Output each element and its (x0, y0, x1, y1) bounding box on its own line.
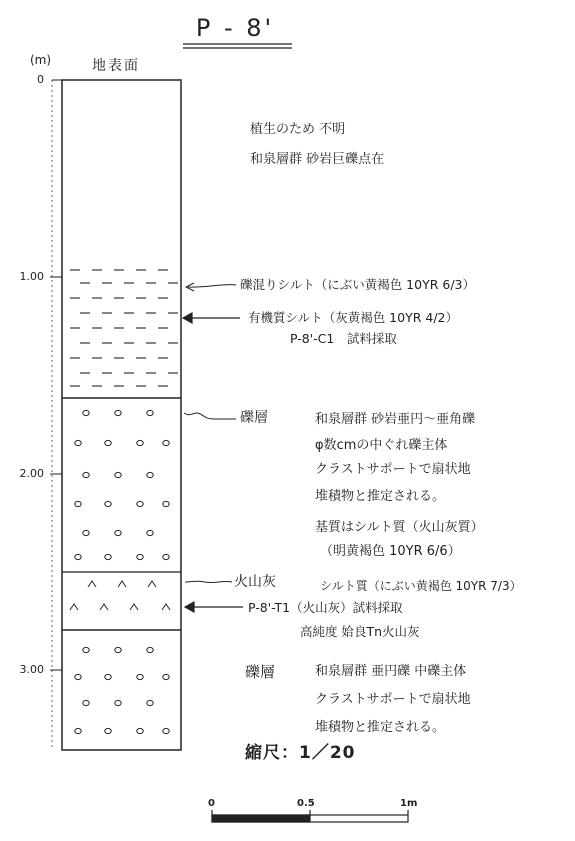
silt-sample-note: P-8'-C1 試料採取 (290, 331, 397, 346)
silt-pattern (70, 270, 178, 386)
gravel-clast (147, 700, 153, 705)
ash-mark (130, 604, 138, 610)
depth-tick-label-1: 1.00 (19, 270, 44, 283)
depth-tick-label-2: 2.00 (19, 467, 44, 480)
page-title: P - 8' (195, 14, 275, 42)
leader-volcanic-ash (185, 581, 232, 582)
ash-label: 火山灰 (234, 574, 276, 590)
surface-label: 地表面 (92, 58, 140, 74)
gravel-1-desc-4: 基質はシルト質（火山灰質） (315, 520, 484, 535)
gravel-clast (83, 472, 89, 477)
gravel-clast (75, 440, 81, 445)
gravel-clast (147, 530, 153, 535)
gravel-1-desc-2: クラストサポートで扇状地 (315, 462, 471, 477)
depth-unit-label: (m) (30, 53, 52, 67)
gravel-clast (163, 674, 169, 679)
leader-organic-silt (183, 313, 240, 323)
scale-tick-0: 0 (208, 798, 215, 809)
gravel-1-label: 礫層 (240, 410, 268, 426)
gravel-clast (137, 440, 143, 445)
gravel-1-desc-1: φ数cmの中ぐれ礫主体 (315, 438, 448, 453)
ash-mark (118, 581, 126, 587)
gravel-2-label: 礫層 (245, 663, 276, 681)
scale-tick-half: 0.5 (297, 798, 315, 809)
scale-label: 縮尺：1／20 (245, 743, 356, 763)
ash-mark (100, 604, 108, 610)
leader-gravelly-silt (186, 283, 236, 291)
gravel-clast (105, 728, 111, 733)
silt-desc-line1: 礫混りシルト（にぶい黄褐色 10YR 6/3） (240, 277, 475, 292)
gravel-clast (105, 554, 111, 559)
leader-gravel-1 (184, 413, 236, 419)
gravel-clast (115, 472, 121, 477)
gravel-clast (137, 501, 143, 506)
gravel-clast (83, 410, 89, 415)
gravel-clast (83, 647, 89, 652)
gravel-clast (115, 410, 121, 415)
gravel-clast (163, 554, 169, 559)
gravel-clast (75, 554, 81, 559)
gravel-clast (163, 440, 169, 445)
gravel-clast (147, 647, 153, 652)
gravel-clast (115, 647, 121, 652)
gravel-clast (147, 472, 153, 477)
gravel-clast (115, 530, 121, 535)
ash-mark (88, 581, 96, 587)
gravel-1-desc-5: （明黄褐色 10YR 6/6） (320, 544, 461, 559)
gravel-clast (163, 728, 169, 733)
gravel-clast (83, 700, 89, 705)
gravel-2-desc-2: 堆積物と推定される。 (315, 720, 446, 735)
ash-pattern (70, 581, 170, 610)
gravel-clast (83, 530, 89, 535)
gravel-2-desc-0: 和泉層群 亜円礫 中礫主体 (315, 664, 467, 679)
gravel-2-desc-1: クラストサポートで扇状地 (315, 692, 471, 707)
gravel-clast (137, 674, 143, 679)
leader-ash-sample (185, 602, 243, 612)
gravel-clast (105, 501, 111, 506)
gravel-clast (75, 674, 81, 679)
ash-mark (148, 581, 156, 587)
ash-mark (70, 604, 78, 610)
depth-tick-label-0: 0 (37, 73, 44, 86)
gravel-clast (115, 700, 121, 705)
ash-desc-1: P-8'-T1（火山灰）試料採取 (248, 600, 403, 615)
ash-mark (162, 604, 170, 610)
ash-desc-2: 高純度 姶良Tn火山灰 (300, 624, 420, 639)
gravel-clast (163, 501, 169, 506)
gravel-clast (137, 728, 143, 733)
gravel-clast (147, 410, 153, 415)
gravel-clast (75, 501, 81, 506)
scale-tick-end: 1m (400, 798, 418, 809)
gravel-clast (105, 674, 111, 679)
top-note-line2: 和泉層群 砂岩巨礫点在 (250, 152, 385, 167)
gravel-clast (105, 440, 111, 445)
gravel-1-desc-3: 堆積物と推定される。 (315, 489, 446, 504)
gravel-1-desc-0: 和泉層群 砂岩亜円〜亜角礫 (315, 412, 476, 427)
gravel-clast (137, 554, 143, 559)
ash-desc-0: シルト質（にぶい黄褐色 10YR 7/3） (320, 579, 522, 593)
gravel-clast (75, 728, 81, 733)
depth-tick-label-3: 3.00 (19, 663, 44, 676)
top-note-line1: 植生のため 不明 (250, 122, 346, 137)
silt-desc-line2: 有機質シルト（灰黄褐色 10YR 4/2） (248, 310, 458, 325)
